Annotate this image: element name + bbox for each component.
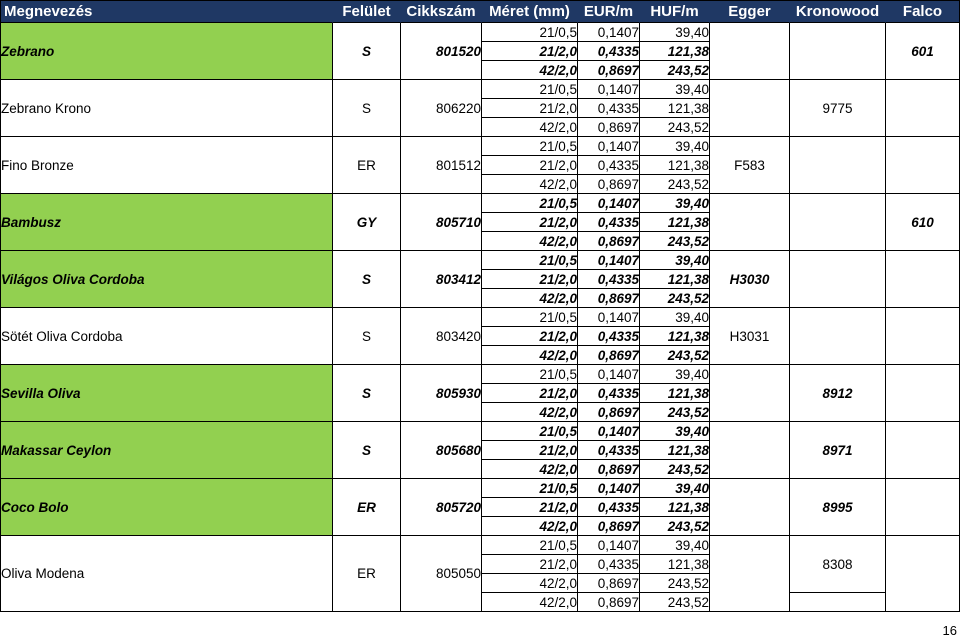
huf-price-cell: 243,52 xyxy=(640,460,710,479)
product-name-cell: Coco Bolo xyxy=(1,479,333,536)
egger-code-cell: H3031 xyxy=(710,308,790,365)
item-code-cell: 806220 xyxy=(401,80,482,137)
eur-price-cell: 0,4335 xyxy=(578,441,640,460)
column-header-kronowood: Kronowood xyxy=(790,1,886,23)
huf-price-cell: 243,52 xyxy=(640,346,710,365)
item-code-cell: 803412 xyxy=(401,251,482,308)
size-cell: 21/2,0 xyxy=(482,213,578,232)
table-row xyxy=(1,251,960,270)
table-row xyxy=(1,422,960,441)
size-cell: 21/2,0 xyxy=(482,441,578,460)
column-header-falco: Falco xyxy=(886,1,960,23)
eur-price-cell: 0,8697 xyxy=(578,593,640,612)
huf-price-cell: 121,38 xyxy=(640,99,710,118)
eur-price-cell: 0,8697 xyxy=(578,118,640,137)
eur-price-cell: 0,8697 xyxy=(578,403,640,422)
product-name-cell: Fino Bronze xyxy=(1,137,333,194)
size-cell: 21/2,0 xyxy=(482,270,578,289)
size-cell: 21/0,5 xyxy=(482,23,578,42)
eur-price-cell: 0,8697 xyxy=(578,232,640,251)
eur-price-cell: 0,8697 xyxy=(578,460,640,479)
table-row xyxy=(1,536,960,555)
size-cell: 21/2,0 xyxy=(482,99,578,118)
product-name-cell: Oliva Modena xyxy=(1,536,333,612)
table-row xyxy=(1,80,960,99)
eur-price-cell: 0,4335 xyxy=(578,99,640,118)
huf-price-cell: 243,52 xyxy=(640,175,710,194)
column-header-size: Méret (mm) xyxy=(482,1,578,23)
size-cell: 21/0,5 xyxy=(482,80,578,99)
size-cell: 21/2,0 xyxy=(482,555,578,574)
product-name-cell: Zebrano xyxy=(1,23,333,80)
size-cell: 21/0,5 xyxy=(482,308,578,327)
column-header-egger: Egger xyxy=(710,1,790,23)
eur-price-cell: 0,4335 xyxy=(578,270,640,289)
egger-code-cell xyxy=(710,536,790,612)
size-cell: 21/2,0 xyxy=(482,384,578,403)
huf-price-cell: 39,40 xyxy=(640,80,710,99)
huf-price-cell: 39,40 xyxy=(640,251,710,270)
surface-cell: S xyxy=(333,308,401,365)
size-cell: 21/0,5 xyxy=(482,251,578,270)
falco-code-cell xyxy=(886,80,960,137)
huf-price-cell: 243,52 xyxy=(640,118,710,137)
kronowood-code-cell xyxy=(790,194,886,251)
surface-cell: S xyxy=(333,251,401,308)
egger-code-cell: F583 xyxy=(710,137,790,194)
table-row xyxy=(1,365,960,384)
surface-cell: GY xyxy=(333,194,401,251)
huf-price-cell: 121,38 xyxy=(640,384,710,403)
table-row xyxy=(1,194,960,213)
huf-price-cell: 121,38 xyxy=(640,555,710,574)
kronowood-code-cell: 9775 xyxy=(790,80,886,137)
falco-code-cell: 610 xyxy=(886,194,960,251)
huf-price-cell: 121,38 xyxy=(640,42,710,61)
table-row xyxy=(1,137,960,156)
eur-price-cell: 0,8697 xyxy=(578,346,640,365)
falco-code-cell xyxy=(886,479,960,536)
size-cell: 21/0,5 xyxy=(482,365,578,384)
eur-price-cell: 0,4335 xyxy=(578,156,640,175)
column-header-name: Megnevezés xyxy=(1,1,333,23)
egger-code-cell xyxy=(710,479,790,536)
item-code-cell: 801520 xyxy=(401,23,482,80)
column-header-eur: EUR/m xyxy=(578,1,640,23)
size-cell: 21/0,5 xyxy=(482,536,578,555)
kronowood-code-cell xyxy=(790,308,886,365)
huf-price-cell: 121,38 xyxy=(640,441,710,460)
huf-price-cell: 121,38 xyxy=(640,156,710,175)
falco-code-cell xyxy=(886,251,960,308)
egger-code-cell xyxy=(710,422,790,479)
surface-cell: S xyxy=(333,23,401,80)
table-row xyxy=(1,23,960,42)
column-header-surface: Felület xyxy=(333,1,401,23)
table-row xyxy=(1,308,960,327)
size-cell: 21/0,5 xyxy=(482,137,578,156)
huf-price-cell: 39,40 xyxy=(640,422,710,441)
falco-code-cell xyxy=(886,422,960,479)
eur-price-cell: 0,1407 xyxy=(578,422,640,441)
header-row xyxy=(1,1,960,23)
falco-code-cell xyxy=(886,536,960,612)
huf-price-cell: 39,40 xyxy=(640,23,710,42)
egger-code-cell xyxy=(710,365,790,422)
size-cell: 21/0,5 xyxy=(482,422,578,441)
column-header-huf: HUF/m xyxy=(640,1,710,23)
eur-price-cell: 0,4335 xyxy=(578,327,640,346)
eur-price-cell: 0,1407 xyxy=(578,365,640,384)
surface-cell: ER xyxy=(333,137,401,194)
item-code-cell: 805930 xyxy=(401,365,482,422)
product-name-cell: Zebrano Krono xyxy=(1,80,333,137)
eur-price-cell: 0,4335 xyxy=(578,213,640,232)
eur-price-cell: 0,4335 xyxy=(578,498,640,517)
eur-price-cell: 0,4335 xyxy=(578,42,640,61)
surface-cell: ER xyxy=(333,479,401,536)
size-cell: 42/2,0 xyxy=(482,517,578,536)
size-cell: 42/2,0 xyxy=(482,232,578,251)
eur-price-cell: 0,1407 xyxy=(578,80,640,99)
product-name-cell: Sötét Oliva Cordoba xyxy=(1,308,333,365)
eur-price-cell: 0,8697 xyxy=(578,517,640,536)
huf-price-cell: 39,40 xyxy=(640,137,710,156)
eur-price-cell: 0,1407 xyxy=(578,251,640,270)
kronowood-code-cell xyxy=(790,23,886,80)
size-cell: 21/2,0 xyxy=(482,42,578,61)
size-cell: 42/2,0 xyxy=(482,289,578,308)
size-cell: 42/2,0 xyxy=(482,175,578,194)
falco-code-cell: 601 xyxy=(886,23,960,80)
kronowood-code-cell xyxy=(790,593,886,612)
product-name-cell: Sevilla Oliva xyxy=(1,365,333,422)
egger-code-cell xyxy=(710,194,790,251)
huf-price-cell: 121,38 xyxy=(640,270,710,289)
surface-cell: S xyxy=(333,80,401,137)
huf-price-cell: 39,40 xyxy=(640,365,710,384)
kronowood-code-cell: 8308 xyxy=(790,536,886,593)
eur-price-cell: 0,1407 xyxy=(578,194,640,213)
kronowood-code-cell xyxy=(790,251,886,308)
size-cell: 42/2,0 xyxy=(482,118,578,137)
item-code-cell: 803420 xyxy=(401,308,482,365)
huf-price-cell: 243,52 xyxy=(640,403,710,422)
eur-price-cell: 0,1407 xyxy=(578,308,640,327)
item-code-cell: 801512 xyxy=(401,137,482,194)
item-code-cell: 805720 xyxy=(401,479,482,536)
eur-price-cell: 0,8697 xyxy=(578,175,640,194)
size-cell: 21/0,5 xyxy=(482,479,578,498)
huf-price-cell: 243,52 xyxy=(640,289,710,308)
huf-price-cell: 243,52 xyxy=(640,517,710,536)
huf-price-cell: 39,40 xyxy=(640,536,710,555)
size-cell: 42/2,0 xyxy=(482,61,578,80)
product-name-cell: Makassar Ceylon xyxy=(1,422,333,479)
surface-cell: S xyxy=(333,422,401,479)
huf-price-cell: 243,52 xyxy=(640,61,710,80)
eur-price-cell: 0,8697 xyxy=(578,289,640,308)
huf-price-cell: 121,38 xyxy=(640,498,710,517)
size-cell: 42/2,0 xyxy=(482,574,578,593)
egger-code-cell: H3030 xyxy=(710,251,790,308)
size-cell: 21/2,0 xyxy=(482,327,578,346)
huf-price-cell: 39,40 xyxy=(640,308,710,327)
size-cell: 42/2,0 xyxy=(482,460,578,479)
eur-price-cell: 0,4335 xyxy=(578,384,640,403)
column-header-code: Cikkszám xyxy=(401,1,482,23)
huf-price-cell: 121,38 xyxy=(640,213,710,232)
huf-price-cell: 39,40 xyxy=(640,194,710,213)
eur-price-cell: 0,1407 xyxy=(578,536,640,555)
eur-price-cell: 0,8697 xyxy=(578,574,640,593)
size-cell: 42/2,0 xyxy=(482,403,578,422)
eur-price-cell: 0,1407 xyxy=(578,23,640,42)
falco-code-cell xyxy=(886,137,960,194)
kronowood-code-cell: 8912 xyxy=(790,365,886,422)
eur-price-cell: 0,1407 xyxy=(578,479,640,498)
surface-cell: ER xyxy=(333,536,401,612)
falco-code-cell xyxy=(886,365,960,422)
egger-code-cell xyxy=(710,23,790,80)
huf-price-cell: 243,52 xyxy=(640,574,710,593)
page-number: 16 xyxy=(942,623,957,638)
size-cell: 42/2,0 xyxy=(482,593,578,612)
huf-price-cell: 121,38 xyxy=(640,327,710,346)
product-name-cell: Világos Oliva Cordoba xyxy=(1,251,333,308)
kronowood-code-cell: 8995 xyxy=(790,479,886,536)
falco-code-cell xyxy=(886,308,960,365)
huf-price-cell: 243,52 xyxy=(640,593,710,612)
item-code-cell: 805680 xyxy=(401,422,482,479)
item-code-cell: 805050 xyxy=(401,536,482,612)
huf-price-cell: 39,40 xyxy=(640,479,710,498)
eur-price-cell: 0,8697 xyxy=(578,61,640,80)
product-name-cell: Bambusz xyxy=(1,194,333,251)
kronowood-code-cell: 8971 xyxy=(790,422,886,479)
size-cell: 21/2,0 xyxy=(482,156,578,175)
surface-cell: S xyxy=(333,365,401,422)
huf-price-cell: 243,52 xyxy=(640,232,710,251)
table-row xyxy=(1,479,960,498)
eur-price-cell: 0,4335 xyxy=(578,555,640,574)
kronowood-code-cell xyxy=(790,137,886,194)
eur-price-cell: 0,1407 xyxy=(578,137,640,156)
item-code-cell: 805710 xyxy=(401,194,482,251)
size-cell: 21/2,0 xyxy=(482,498,578,517)
size-cell: 42/2,0 xyxy=(482,346,578,365)
size-cell: 21/0,5 xyxy=(482,194,578,213)
egger-code-cell xyxy=(710,80,790,137)
